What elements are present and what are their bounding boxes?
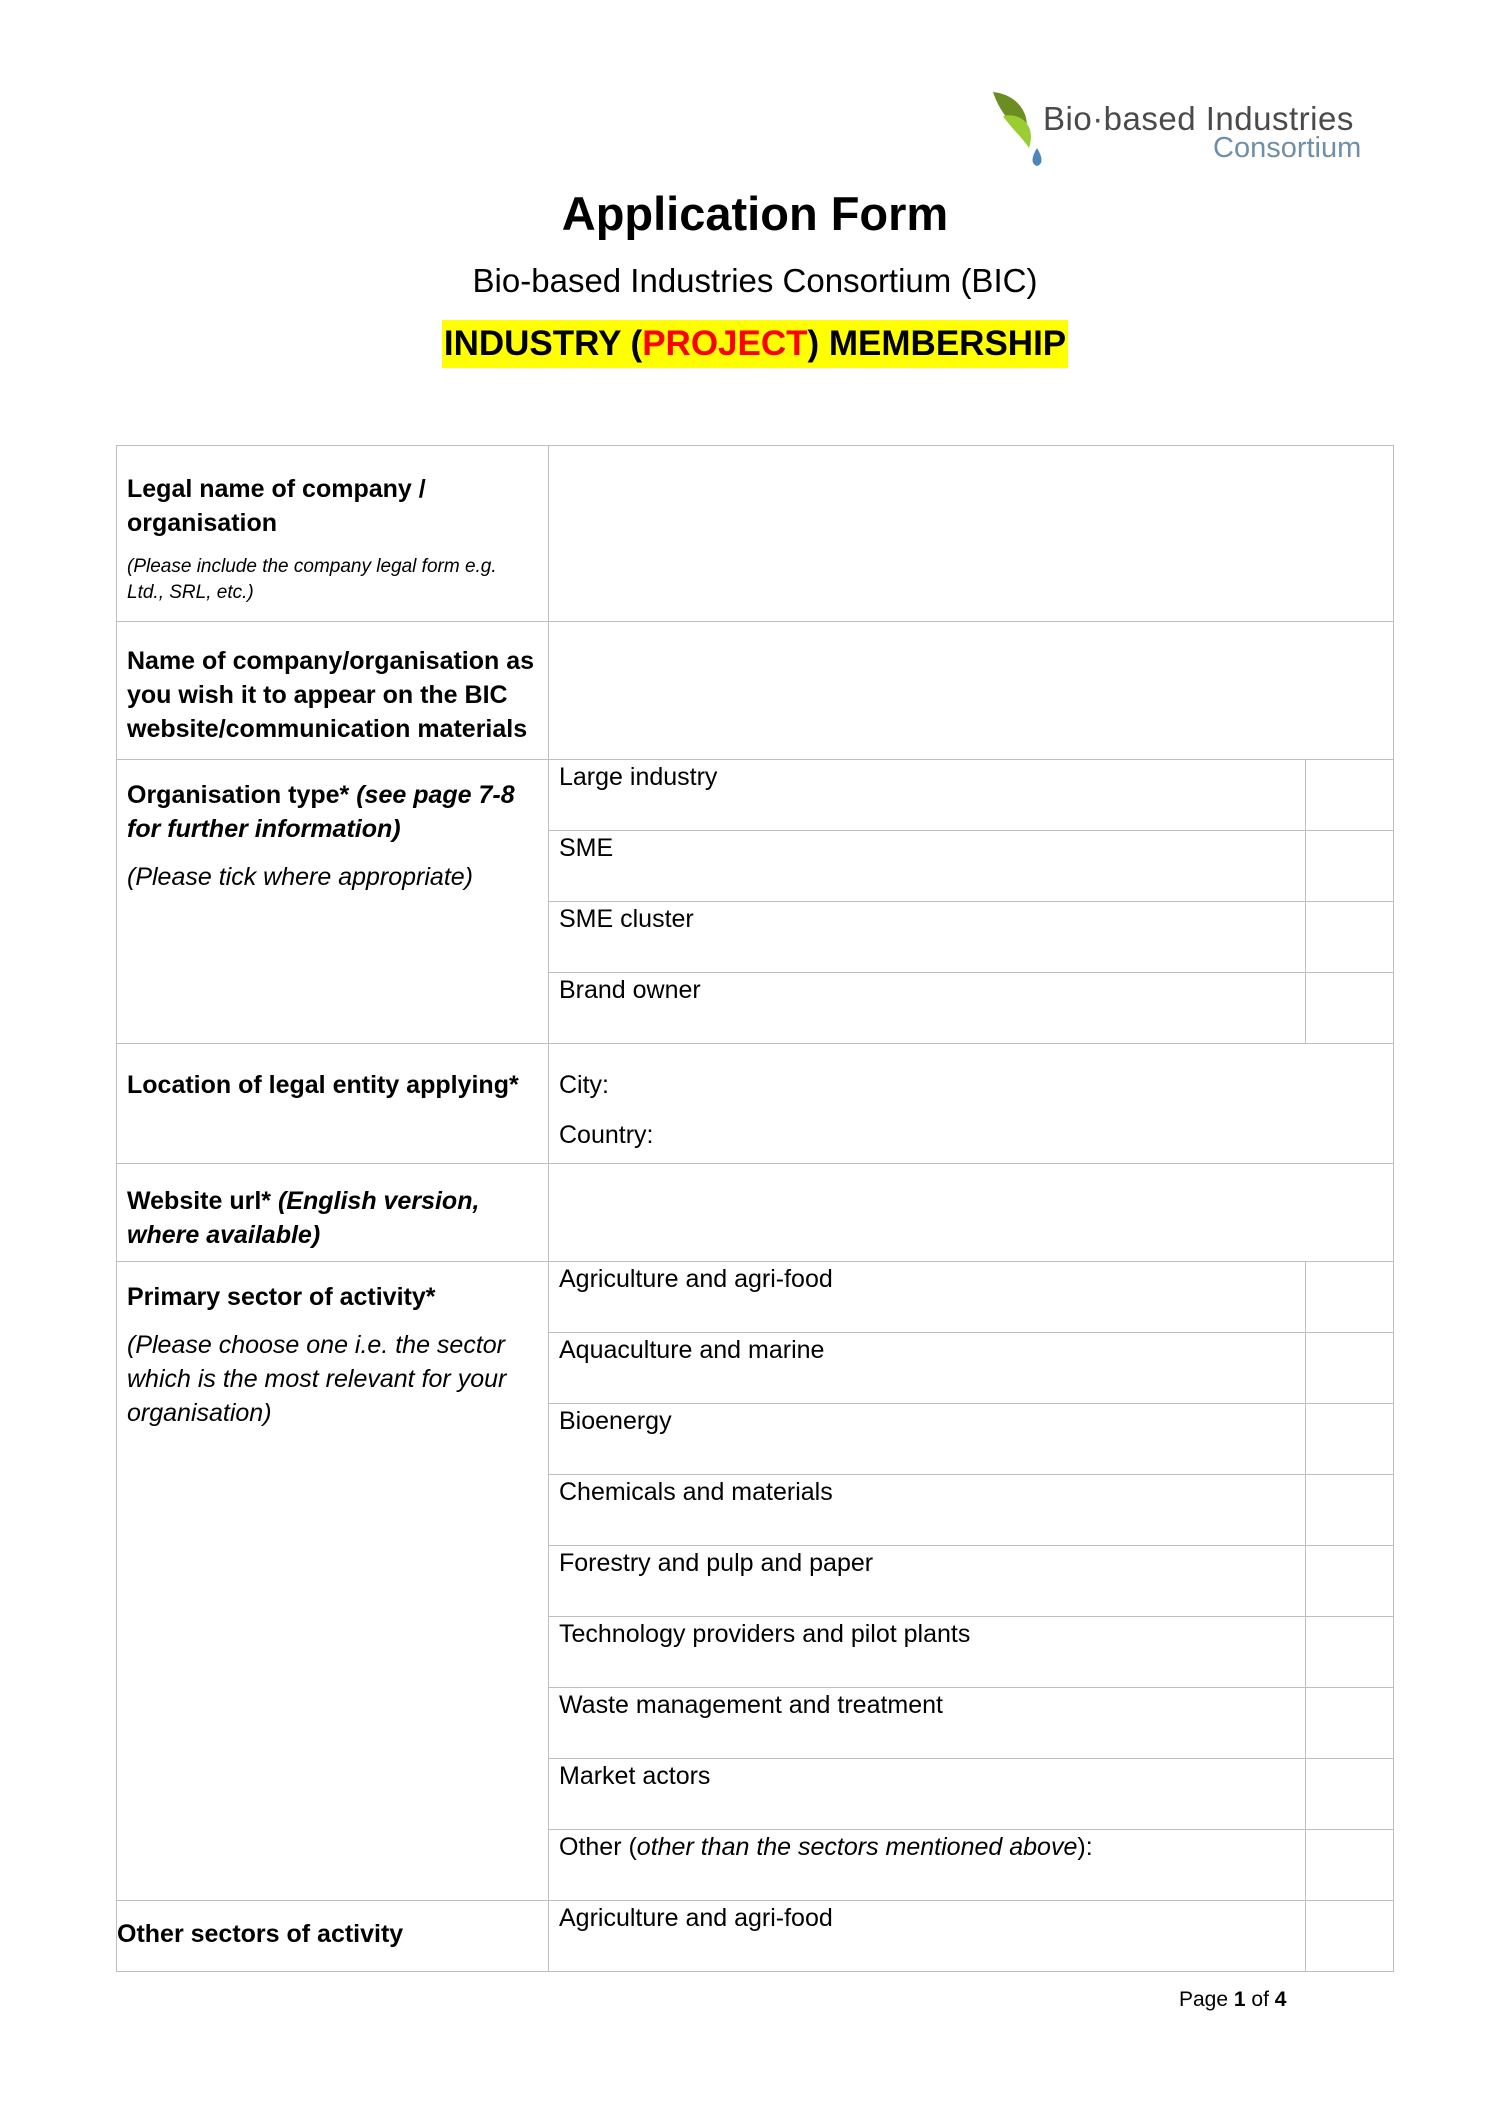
membership-heading	[442, 320, 1068, 368]
website-input[interactable]	[549, 1164, 1394, 1262]
display-name-label-cell	[117, 622, 549, 760]
row-website	[117, 1164, 1394, 1262]
legal-name-label-cell	[117, 446, 549, 622]
membership-post: ) MEMBERSHIP	[807, 324, 1067, 363]
org-type-row-0	[117, 760, 1394, 831]
org-type-option: Brand owner	[549, 973, 1306, 1044]
sector-option: Waste management and treatment	[549, 1688, 1306, 1759]
page-number: Page 1 of 4	[1179, 1988, 1287, 2011]
sector-option: Chemicals and materials	[549, 1475, 1306, 1546]
sector-checkbox[interactable]	[1306, 1830, 1394, 1901]
sector-checkbox[interactable]	[1306, 1475, 1394, 1546]
other-sector-checkbox[interactable]	[1306, 1901, 1394, 1972]
sector-option: Agriculture and agri-food	[549, 1262, 1306, 1333]
sector-checkbox[interactable]	[1306, 1546, 1394, 1617]
legal-name-label: Legal name of company / organisation	[127, 475, 426, 537]
org-type-label-cell	[117, 760, 549, 1044]
other-sector-option: Agriculture and agri-food	[549, 1901, 1306, 1972]
org-type-checkbox[interactable]	[1306, 760, 1394, 831]
sector-checkbox[interactable]	[1306, 1333, 1394, 1404]
logo-line2: Consortium	[1213, 132, 1362, 164]
org-type-option: SME	[549, 831, 1306, 902]
membership-heading-wrap	[0, 320, 1500, 368]
org-type-checkbox[interactable]	[1306, 902, 1394, 973]
page-subtitle: Bio-based Industries Consortium (BIC)	[472, 262, 1038, 299]
sector-option-other: Other (other than the sectors mentioned above):	[549, 1830, 1306, 1901]
application-form-table	[116, 445, 1394, 1972]
sector-option: Forestry and pulp and paper	[549, 1546, 1306, 1617]
org-type-note: (Please tick where appropriate)	[127, 863, 473, 891]
primary-sector-label-cell	[117, 1262, 549, 1901]
org-type-option: Large industry	[549, 760, 1306, 831]
legal-name-note: (Please include the company legal form e.g. Ltd., SRL, etc.)	[127, 556, 497, 603]
org-type-option: SME cluster	[549, 902, 1306, 973]
other-sectors-label: Other sectors of activity	[117, 1920, 404, 1948]
city-label: City:	[559, 1071, 609, 1099]
sector-checkbox[interactable]	[1306, 1759, 1394, 1830]
org-type-label: Organisation type* (see page 7-8 for further information)	[127, 781, 515, 843]
display-name-label: Name of company/organisation as you wish it to appear on the BIC website/communication materials	[127, 647, 535, 743]
membership-project: PROJECT	[642, 324, 808, 363]
sector-checkbox[interactable]	[1306, 1688, 1394, 1759]
org-type-checkbox[interactable]	[1306, 973, 1394, 1044]
page-title: Application Form	[561, 187, 949, 240]
sector-option: Bioenergy	[549, 1404, 1306, 1475]
website-label: Website url* (English version, where available)	[127, 1187, 480, 1249]
other-sectors-label-cell	[117, 1901, 549, 1972]
sector-option: Technology providers and pilot plants	[549, 1617, 1306, 1688]
location-input[interactable]	[549, 1044, 1394, 1164]
sector-checkbox[interactable]	[1306, 1262, 1394, 1333]
location-label-cell	[117, 1044, 549, 1164]
location-label: Location of legal entity applying*	[127, 1071, 519, 1099]
sector-option: Aquaculture and marine	[549, 1333, 1306, 1404]
sector-option: Market actors	[549, 1759, 1306, 1830]
row-display-name	[117, 622, 1394, 760]
legal-name-input[interactable]	[549, 446, 1394, 622]
org-type-checkbox[interactable]	[1306, 831, 1394, 902]
membership-pre: INDUSTRY (	[443, 324, 643, 363]
row-legal-name	[117, 446, 1394, 622]
country-label: Country:	[559, 1121, 654, 1149]
primary-sector-label: Primary sector of activity*	[127, 1283, 436, 1311]
sector-checkbox[interactable]	[1306, 1617, 1394, 1688]
display-name-input[interactable]	[549, 622, 1394, 760]
logo-line1: Bio·based Industries	[1043, 100, 1354, 137]
bic-logo	[985, 86, 1375, 166]
sector-checkbox[interactable]	[1306, 1404, 1394, 1475]
row-location	[117, 1044, 1394, 1164]
primary-sector-note: (Please choose one i.e. the sector which is the most relevant for your organisation)	[127, 1331, 507, 1427]
website-label-cell	[117, 1164, 549, 1262]
other-sectors-row-0	[117, 1901, 1394, 1972]
primary-sector-row-0	[117, 1262, 1394, 1333]
